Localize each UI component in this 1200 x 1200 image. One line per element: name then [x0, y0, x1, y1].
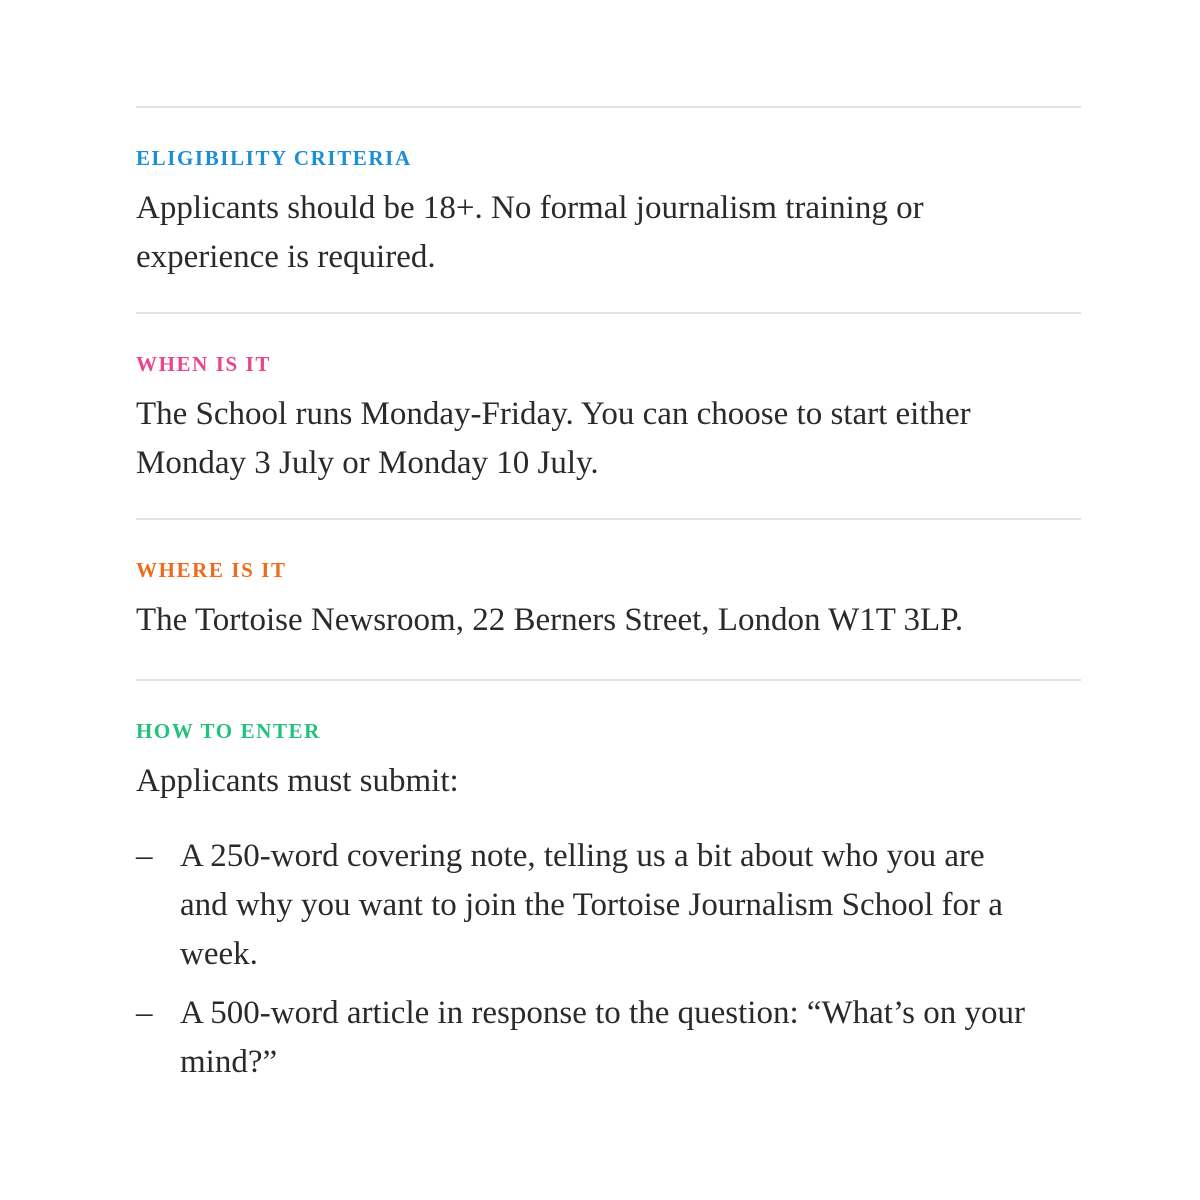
list-item-text: A 500-word article in response to the question: “What’s on your mind?” [180, 995, 1025, 1080]
section-when [136, 314, 1081, 518]
eligibility-text: Applicants should be 18+. No formal journalism training or experience is required. [136, 190, 924, 275]
section-where [136, 520, 1081, 679]
when-text: The School runs Monday-Friday. You can choose to start either Monday 3 July or Monday 10 July. [136, 396, 971, 481]
list-item [136, 832, 1081, 979]
list-item [136, 989, 1081, 1087]
eligibility-heading: ELIGIBILITY CRITERIA [136, 146, 412, 170]
list-item-text: A 250-word covering note, telling us a bit about who you are and why you want to join the Tortoise Journalism School for a week. [180, 838, 1003, 972]
section-eligibility [136, 108, 1081, 312]
where-text: The Tortoise Newsroom, 22 Berners Street, London W1T 3LP. [136, 602, 964, 638]
where-heading: WHERE IS IT [136, 558, 287, 582]
how-to-enter-heading: HOW TO ENTER [136, 719, 321, 743]
dash-bullet: – [136, 838, 153, 874]
dash-bullet: – [136, 995, 153, 1031]
section-how-to-enter [136, 681, 1081, 1127]
requirements-list [136, 832, 1081, 1087]
content-column [136, 106, 1081, 1127]
when-heading: WHEN IS IT [136, 352, 272, 376]
how-to-enter-intro: Applicants must submit: [136, 763, 459, 799]
